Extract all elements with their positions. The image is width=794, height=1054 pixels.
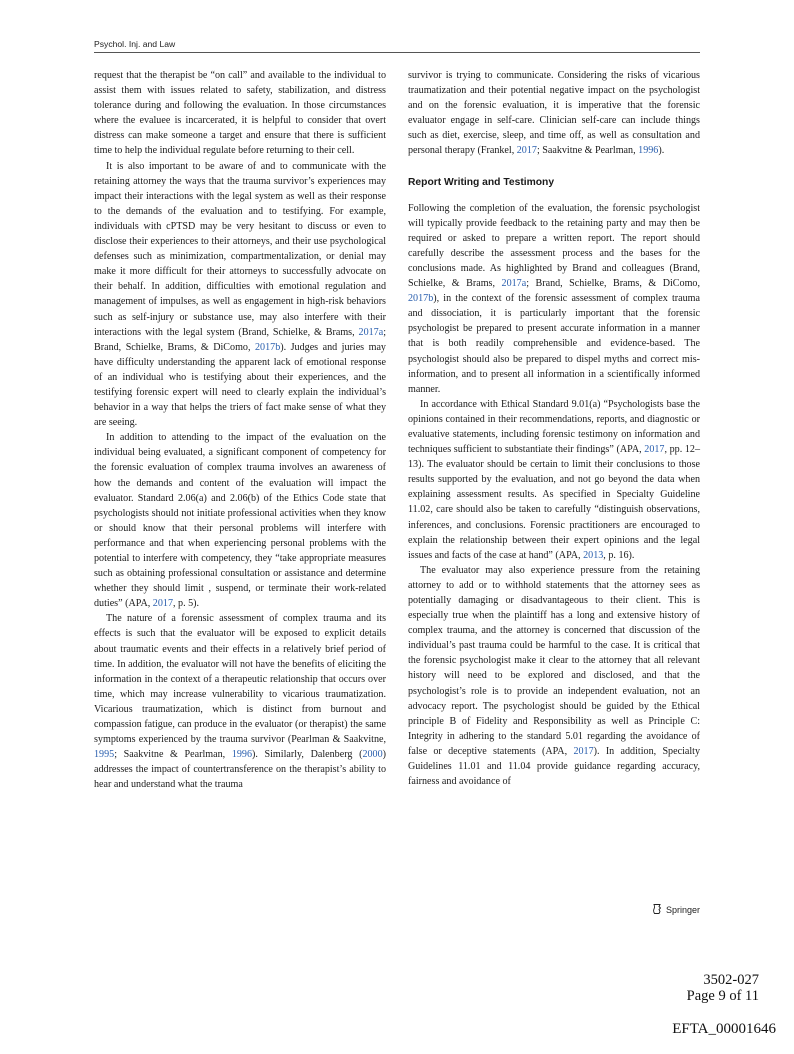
right-column (408, 68, 700, 789)
document-number: 3502-027 (703, 972, 759, 988)
springer-logo-icon (651, 903, 663, 917)
right-paragraph-4 (408, 563, 700, 789)
section-heading: Report Writing and Testimony (408, 176, 555, 188)
text-run: ; Brand, Schielke, Brams, & DiComo, (94, 326, 386, 353)
citation-link[interactable]: 2017a (501, 278, 527, 290)
right-paragraph-1 (408, 68, 700, 159)
text-run: ) addresses the impact of countertransference on the therapist’s ability to hear and understand what the trauma (94, 749, 386, 791)
text-run: ; Saakvitne & Pearlman, (536, 145, 639, 157)
citation-link[interactable]: 2017 (644, 444, 665, 456)
text-run: ). Similarly, Dalenberg ( (252, 749, 363, 761)
text-run: request that the therapist be “on call” and available to the individual to assist them with issues related to safety, stabilization, and distress tolerance during and following the evaluation. In those circumstances where the evaluee is incarcerated, it is helpful to consider that overt distress can make someone a target and ensure that there is sufficient time to help the individual regulate before returning to their cell. (94, 70, 386, 157)
left-paragraph-4 (94, 611, 386, 792)
citation-link[interactable]: 2017 (152, 598, 173, 610)
journal-running-header: Psychol. Inj. and Law (94, 39, 176, 49)
text-run: , p. 5). (172, 598, 200, 610)
citation-link[interactable]: 2000 (362, 749, 383, 761)
text-run: ; Brand, Schielke, Brams, & DiComo, (526, 278, 700, 290)
publisher-mark (651, 903, 700, 917)
text-run: In accordance with Ethical Standard 9.01(a) “Psychologists base the opinions contained in their recommendations, reports, and diagnostic or evaluative statements, including forensic testimony on information and techniques sufficient to substantiate their findings” (APA, (408, 398, 700, 456)
text-run: The evaluator may also experience pressure from the retaining attorney to add or to withhold statements that the attorney sees as potentially damaging or disadvantageous to their client. This is especially true when the plaintiff has a long and extensive history of complex trauma, and the attorney is concerned that discussion of the individual’s past trauma could be harmful to the case. It is critical that the forensic psychologist make it clear to the attorney that all relevant history will need to be explored and disclosed, and that the psychologist’s role is to provide an independent evaluation, not an advocacy report. The psychologist should be guided by the Ethical principle B of Fidelity and Responsibility as well as Principle C: Integrity in adhering to the standard 5.01 regarding the avoidance of false or deceptive statements (APA, (408, 564, 700, 757)
left-column (94, 68, 386, 793)
text-run: ; Saakvitne & Pearlman, (114, 749, 232, 761)
left-paragraph-3 (94, 430, 386, 611)
text-run: ), in the context of the forensic assessment of complex trauma and dissociation, it is particularly important that the forensic psychologist be prepared to present accurate information in a manner that is both readily comprehensible and evidence-based. The psychologist should also be prepared to dispel myths and correct mis-information, and to present all information in a scientifically informed manner. (408, 293, 700, 395)
header-rule (94, 52, 700, 53)
right-paragraph-3 (408, 397, 700, 563)
citation-link[interactable]: 2017b (408, 293, 434, 305)
left-paragraph-1 (94, 68, 386, 159)
citation-link[interactable]: 1996 (638, 145, 659, 157)
bates-number: EFTA_00001646 (672, 1021, 776, 1037)
citation-link[interactable]: 1995 (94, 749, 115, 761)
left-paragraph-2 (94, 159, 386, 431)
text-run: Following the completion of the evaluation, the forensic psychologist will typically provide feedback to the retaining party and may then be required or asked to prepare a written report. The report should carefully describe the assessment process and the bases for the conclusions made. As highlighted by Brand and colleagues (Brand, Schielke, & Brams, (408, 202, 700, 290)
text-run: , pp. 12–13). The evaluator should be certain to limit their conclusions to those results supported by the evaluation, and not go beyond the data when explaining assessment results. As specified in Specialty Guideline 11.02, care should also be taken to carefully “distinguish observations, inferences, and conclusions. Forensic practitioners are encouraged to explain the relationship between their expert opinions and the legal issues and facts of the case at hand” (APA, (408, 444, 701, 561)
text-run: ). Judges and juries may have difficulty understanding the apparent lack of emotional response of an individual who is testifying about their experiences, and the testifying forensic expert will need to clearly explain the individual’s behavior in a way that helps the triers of fact make sense of what they are seeing. (94, 341, 386, 429)
text-run: It is also important to be aware of and to communicate with the retaining attorney the ways that the trauma survivor’s experiences may impact their interactions with the legal system as well as their response to the demands of the evaluation and to testifying. For example, individuals with cPTSD may be very hesitant to discuss or even to disclose their experiences to their attorneys, and their use psychological defenses such as minimization, compartmentalization, or denial may make it more difficult for their attorneys to successfully advocate on their behalf. In addition, difficulties with emotional regulation and management of impulses, as well as engagement in high-risk behaviors such as self-injury or substance use, may also interfere with their interactions with the legal system (Brand, Schielke, & Brams, (94, 160, 386, 338)
citation-link[interactable]: 2017 (516, 145, 537, 157)
text-run: The nature of a forensic assessment of complex trauma and its effects is such that the evaluator will be exposed to explicit details about traumatic events and their effects in a relatively brief period of time. In addition, the evaluator will not have the benefits of eliciting the information in the context of a therapeutic relationship that occurs over time, which may increase vulnerability to vicarious traumatization. Vicarious traumatization, which is distinct from burnout and compassion fatigue, can produce in the evaluator (or therapist) the same symptoms experienced by the trauma survivor (Pearlman & Saakvitne, (94, 613, 386, 746)
text-run: ). In addition, Specialty Guidelines 11.01 and 11.04 provide guidance regarding accuracy, fairness and avoidance of (408, 745, 701, 788)
citation-link[interactable]: 1996 (231, 749, 252, 761)
right-paragraph-2 (408, 201, 700, 397)
publisher-name: Springer (666, 905, 701, 915)
citation-link[interactable]: 2017 (573, 745, 594, 757)
text-run: , p. 16). (603, 549, 635, 561)
text-run: ). (658, 145, 665, 157)
citation-link[interactable]: 2013 (583, 549, 604, 561)
page-counter: Page 9 of 11 (686, 988, 759, 1004)
text-run: In addition to attending to the impact of the evaluation on the individual being evaluated, a significant component of competency for the forensic evaluation of complex trauma involves an awareness of how the demands and content of the evaluation will impact the evaluator. Standard 2.06(a) and 2.06(b) of the Ethics Code state that psychologists should not initiate professional activities when they know or should know that their personal problems will interfere with performance and that when experiencing personal problems with the potential to interfere with competency, they “take appropriate measures such as obtaining professional consultation or assistance and determine whether they should limit , suspend, or terminate their work-related duties” (APA, (94, 432, 386, 610)
text-run: survivor is trying to communicate. Considering the risks of vicarious traumatization and their potential negative impact on the psychologist and on the forensic evaluation, it is imperative that the forensic evaluator engage in self-care. Clinician self-care can include things such as diet, exercise, sleep, and time off, as well as consultation and personal therapy (Frankel, (408, 70, 700, 157)
citation-link[interactable]: 2017a (358, 326, 384, 338)
citation-link[interactable]: 2017b (255, 341, 281, 353)
